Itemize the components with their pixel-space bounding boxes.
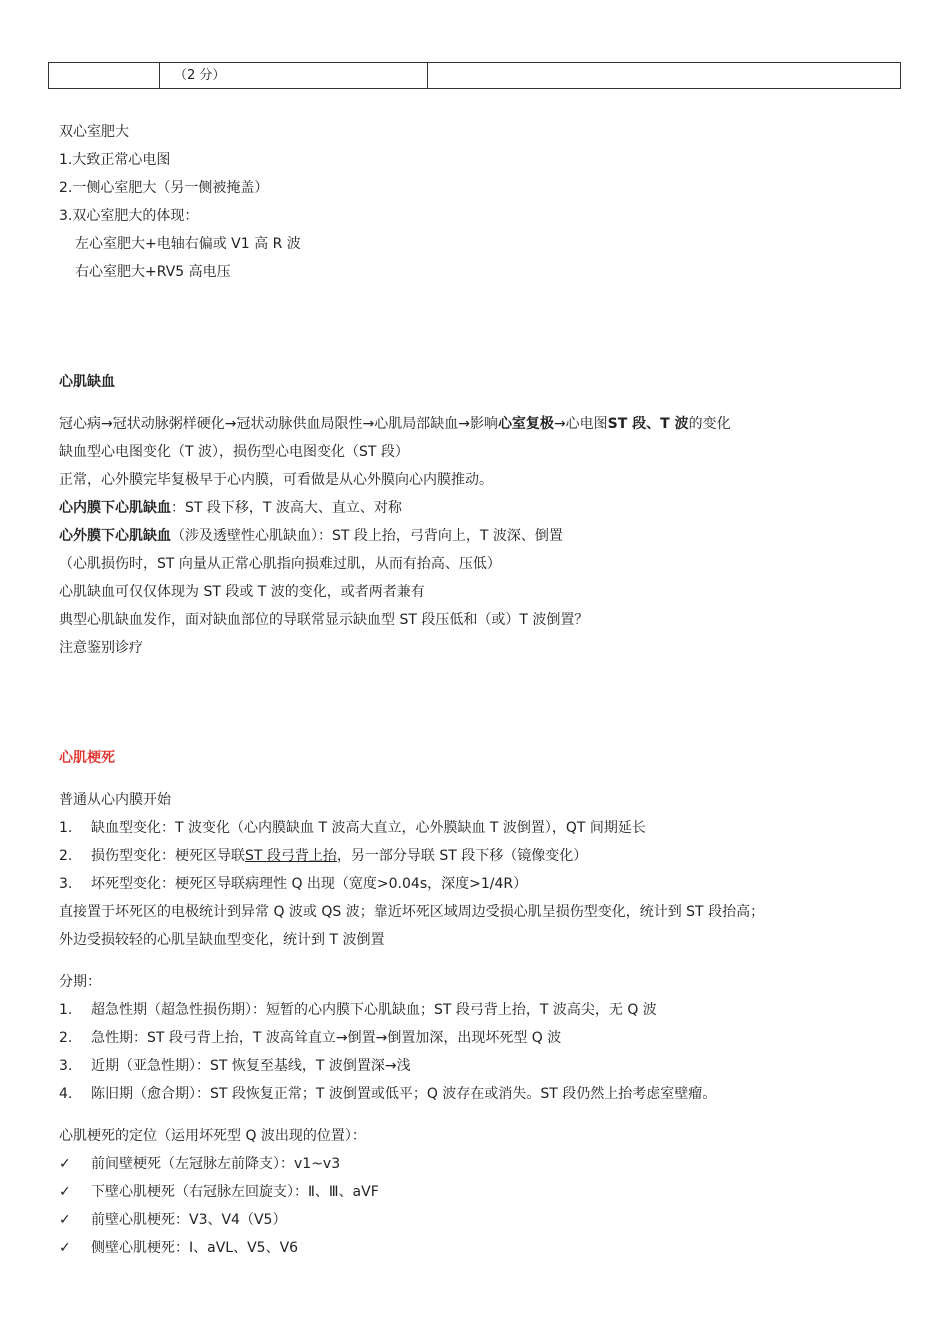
section-title-infarction: 心肌梗死	[59, 750, 115, 766]
list-item: 4. 陈旧期（愈合期）：ST 段恢复正常；T 波倒置或低平；Q 波存在或消失。ST 段仍然上抬考虑室壁瘤。	[59, 1086, 717, 1102]
section-title-biventricular: 双心室肥大	[59, 124, 129, 140]
paragraph: 外边受损较轻的心肌呈缺血型变化，统计到 T 波倒置	[59, 932, 385, 948]
paragraph: （心肌损伤时，ST 向量从正常心肌指向损难过肌，从而有抬高、压低）	[59, 556, 501, 572]
list-item: 3. 近期（亚急性期）：ST 恢复至基线，T 波倒置深→浅	[59, 1058, 411, 1074]
table-cell-2: （2 分）	[160, 63, 428, 88]
paragraph: 注意鉴别诊疗	[59, 640, 143, 656]
document-body	[59, 118, 919, 1262]
list-item: 1. 缺血型变化：T 波变化（心内膜缺血 T 波高大直立，心外膜缺血 T 波倒置），QT 间期延长	[59, 820, 646, 836]
stages-title: 分期：	[59, 974, 101, 990]
arrow-right-icon: →	[553, 416, 566, 432]
list-item: ✓ 前间壁梗死（左冠脉左前降支）：v1~v3	[59, 1150, 919, 1178]
paragraph: 正常，心外膜完毕复极早于心内膜，可看做是从心外膜向心内膜推动。	[59, 472, 493, 488]
arrow-right-icon: →	[224, 416, 237, 432]
paragraph: 缺血型心电图变化（T 波），损伤型心电图变化（ST 段）	[59, 444, 409, 460]
sub-item: 右心室肥大+RV5 高电压	[75, 264, 231, 280]
table-cell-3	[428, 63, 900, 88]
list-item: 2.一侧心室肥大（另一侧被掩盖）	[59, 180, 269, 196]
checkmark-icon: ✓	[59, 1184, 71, 1200]
list-item: ✓ 下壁心肌梗死（右冠脉左回旋支）：Ⅱ、Ⅲ、aVF	[59, 1178, 919, 1206]
arrow-right-icon: →	[101, 416, 113, 432]
list-item: 2. 损伤型变化：梗死区导联 ST 段弓背上抬 ，另一部分导联 ST 段下移（镜像变化）	[59, 848, 588, 864]
ischemia-chain: 冠心病→冠状动脉粥样硬化→冠状动脉供血局限性→心肌局部缺血→影响心室复极→心电图ST 段、T 波的变化	[59, 416, 731, 432]
list-item: 1. 超急性期（超急性损伤期）：短暂的心内膜下心肌缺血；ST 段弓背上抬，T 波高尖，无 Q 波	[59, 1002, 657, 1018]
arrow-right-icon: →	[458, 416, 470, 432]
checkmark-icon: ✓	[59, 1240, 71, 1256]
list-item: ✓ 侧壁心肌梗死：Ⅰ、aVL、V5、V6	[59, 1234, 919, 1262]
paragraph: 直接置于坏死区的电极统计到异常 Q 波或 QS 波；靠近坏死区域周边受损心肌呈损伤型变化，统计到 ST 段抬高；	[59, 904, 765, 920]
section-title-ischemia: 心肌缺血	[59, 374, 115, 390]
score-table-row	[48, 62, 901, 89]
arrow-right-icon: →	[362, 416, 375, 432]
table-cell-1	[49, 63, 160, 88]
list-item: 1.大致正常心电图	[59, 152, 171, 168]
location-title: 心肌梗死的定位（运用坏死型 Q 波出现的位置）：	[59, 1128, 366, 1144]
paragraph: 典型心肌缺血发作，面对缺血部位的导联常显示缺血型 ST 段压低和（或）T 波倒置？	[59, 612, 589, 628]
list-item: 2. 急性期：ST 段弓背上抬，T 波高耸直立→倒置→倒置加深，出现坏死型 Q 波	[59, 1030, 562, 1046]
sub-item: 左心室肥大+电轴右偏或 V1 高 R 波	[75, 236, 301, 252]
paragraph: 心肌缺血可仅仅体现为 ST 段或 T 波的变化，或者两者兼有	[59, 584, 425, 600]
list-item: 3. 坏死型变化：梗死区导联病理性 Q 出现（宽度>0.04s，深度>1/4R）	[59, 876, 528, 892]
list-item: 3.双心室肥大的体现：	[59, 208, 199, 224]
checkmark-icon: ✓	[59, 1156, 71, 1172]
paragraph: 心内膜下心肌缺血：ST 段下移，T 波高大、直立、对称	[59, 500, 402, 516]
list-item: ✓ 前壁心肌梗死：V3、V4（V5）	[59, 1206, 919, 1234]
paragraph: 心外膜下心肌缺血（涉及透壁性心肌缺血）：ST 段上抬，弓背向上，T 波深、倒置	[59, 528, 563, 544]
paragraph: 普通从心内膜开始	[59, 792, 171, 808]
checkmark-icon: ✓	[59, 1212, 71, 1228]
